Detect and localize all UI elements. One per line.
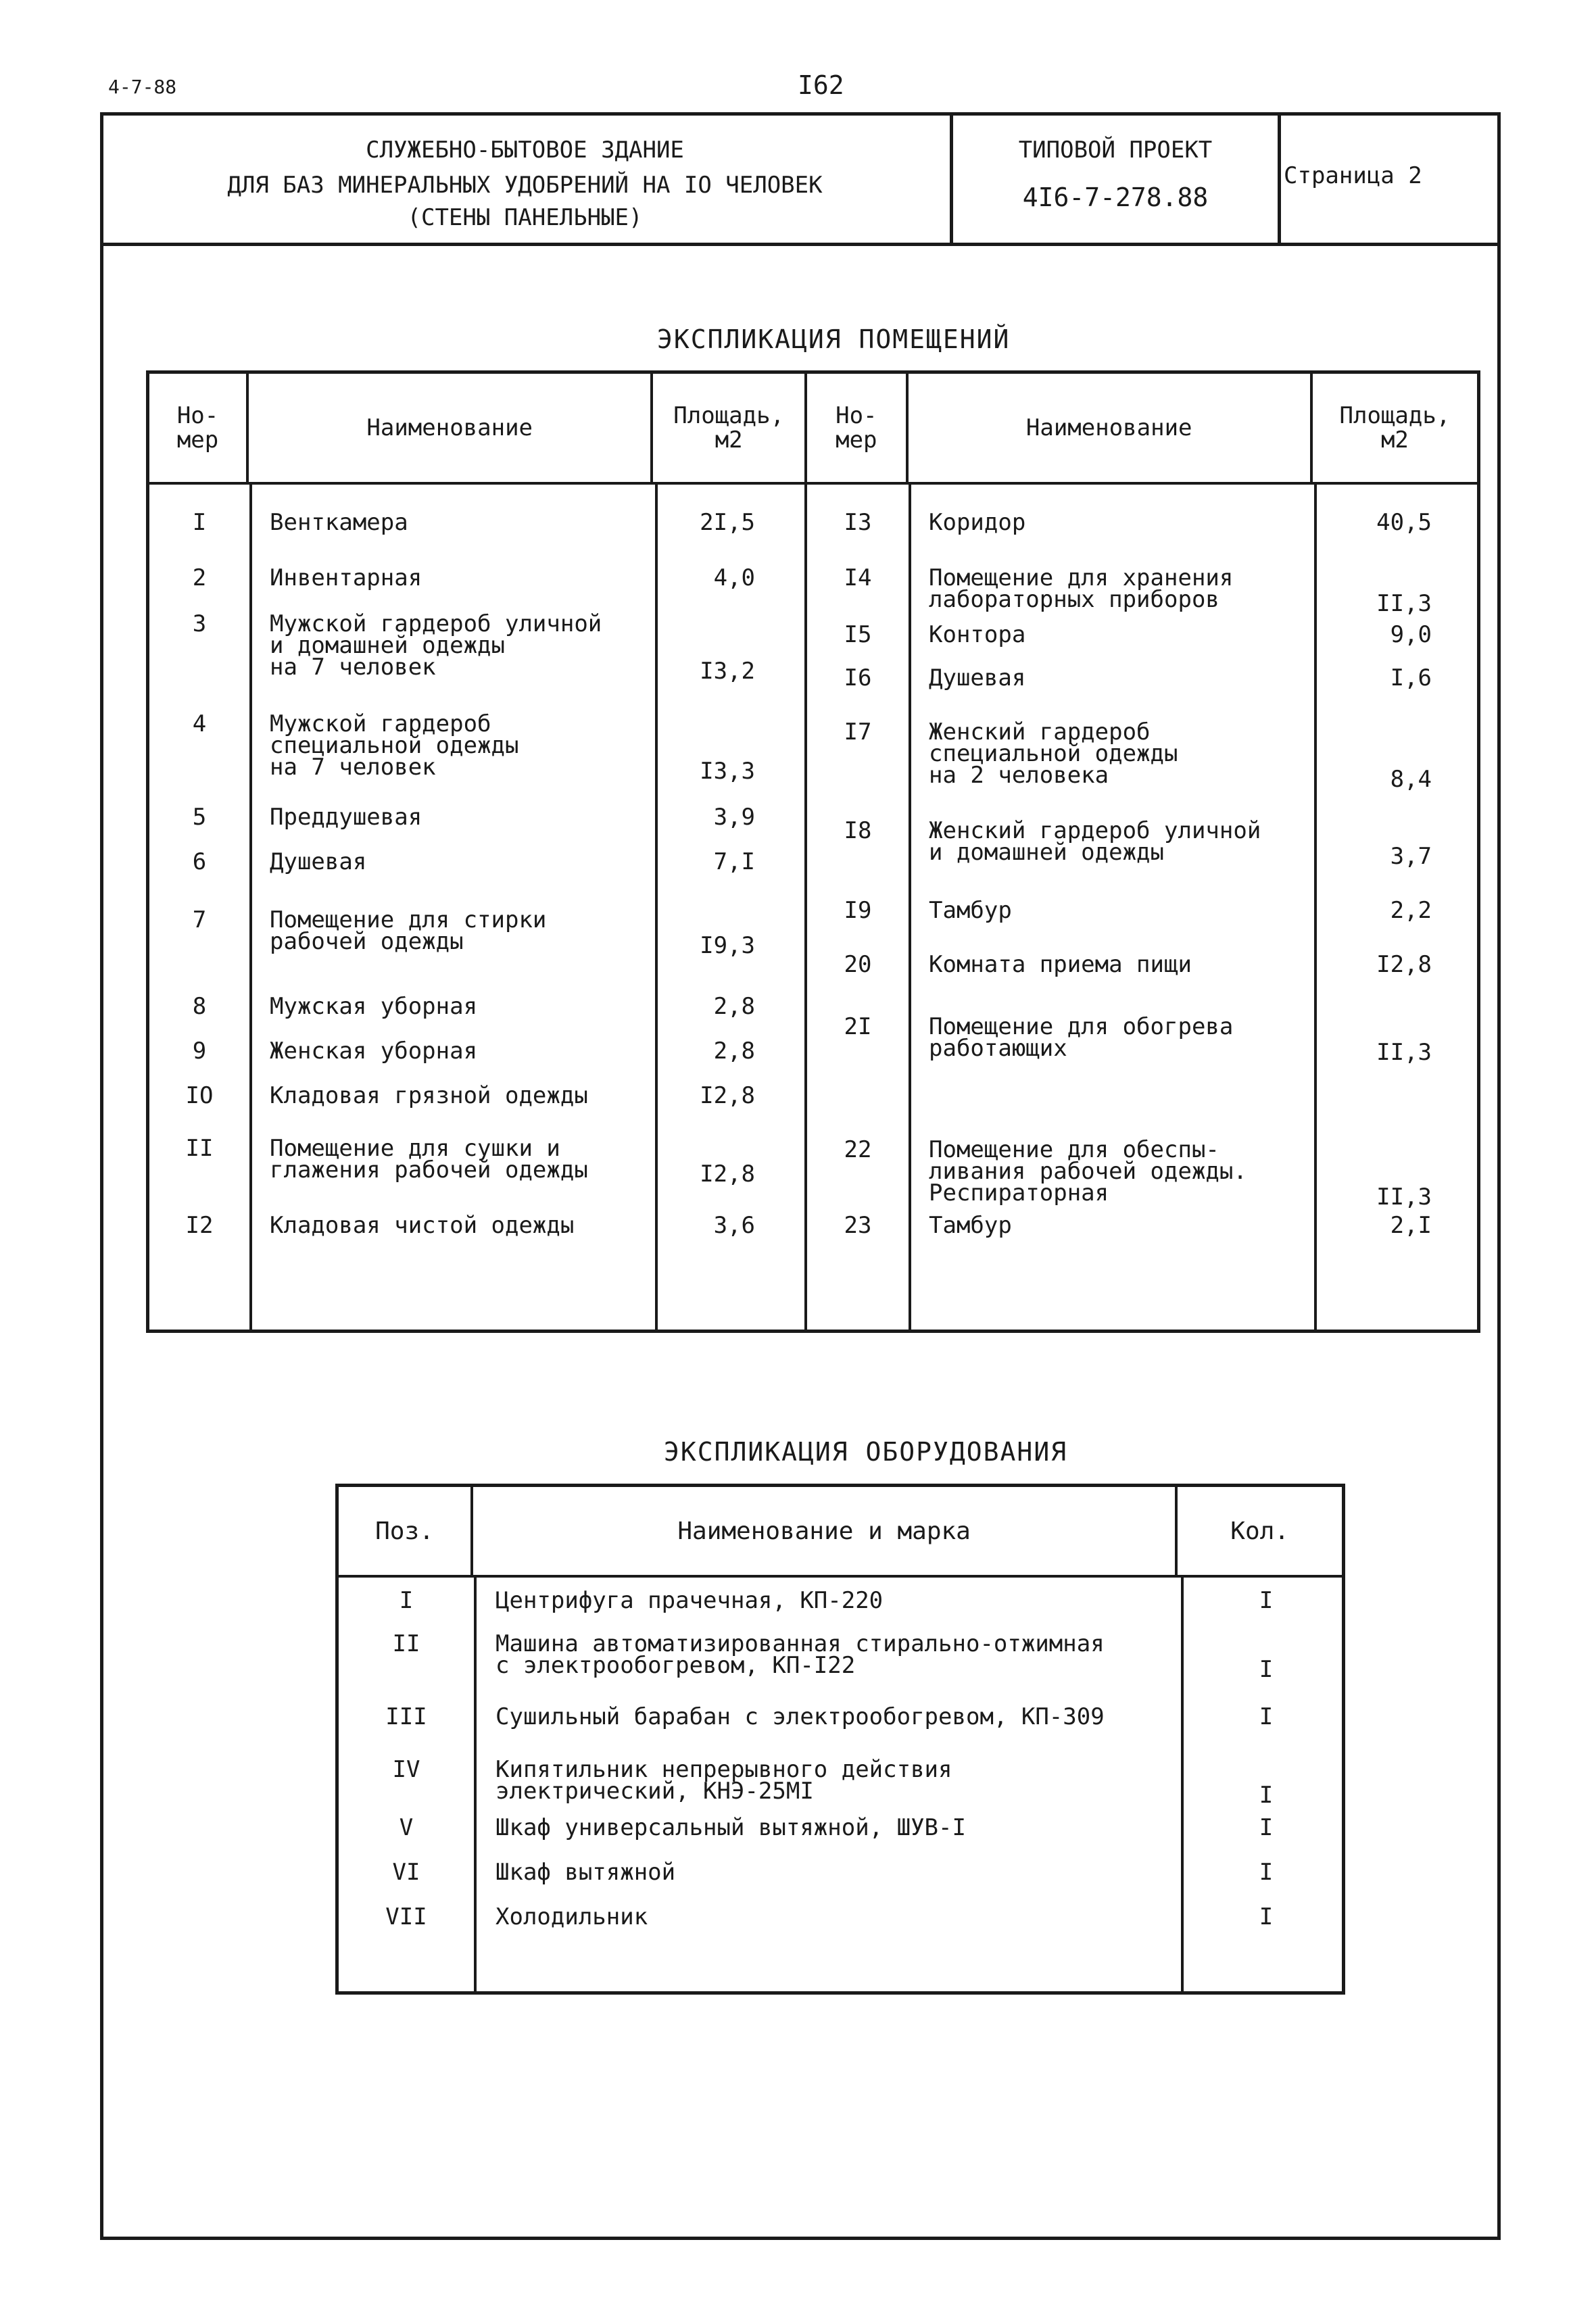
equipment-quantity: I bbox=[1259, 1656, 1274, 1683]
doc-code: 4-7-88 bbox=[108, 76, 177, 98]
room-name-line: Женский гардероб bbox=[929, 718, 1151, 746]
room-name-line: глажения рабочей одежды bbox=[270, 1156, 588, 1184]
room-name-line: Инвентарная bbox=[270, 564, 422, 591]
rooms-body-row bbox=[148, 483, 1479, 1332]
room-name-line: Контора bbox=[929, 621, 1026, 648]
room-name-line: рабочей одежды bbox=[270, 928, 464, 955]
room-area: 4,0 bbox=[713, 564, 755, 591]
room-number: I9 bbox=[844, 897, 872, 924]
column-divider bbox=[474, 1578, 477, 1991]
title-block bbox=[100, 112, 1501, 246]
header-name-left: Наименование bbox=[247, 372, 652, 484]
room-name-line: Помещение для обогрева bbox=[929, 1013, 1234, 1040]
title-line-1: СЛУЖЕБНО-БЫТОВОЕ ЗДАНИЕ bbox=[366, 137, 684, 164]
room-number: 7 bbox=[192, 906, 207, 933]
room-name-line: специальной одежды bbox=[929, 740, 1178, 767]
equipment-name-line: с электрообогревом, КП-I22 bbox=[495, 1652, 856, 1679]
equipment-title: ЭКСПЛИКАЦИЯ ОБОРУДОВАНИЯ bbox=[664, 1437, 1068, 1467]
room-number: I3 bbox=[844, 509, 872, 536]
equipment-position: VI bbox=[392, 1859, 420, 1886]
room-name-line: Тамбур bbox=[929, 897, 1012, 924]
room-area: 3,6 bbox=[713, 1212, 755, 1239]
room-name-line: Преддушевая bbox=[270, 804, 422, 831]
rooms-title: ЭКСПЛИКАЦИЯ ПОМЕЩЕНИЙ bbox=[657, 324, 1011, 354]
room-area: 2,2 bbox=[1390, 897, 1432, 924]
equipment-position: VII bbox=[385, 1903, 427, 1930]
page-number: I62 bbox=[798, 70, 844, 100]
room-name-line: Мужской гардероб уличной bbox=[270, 610, 602, 637]
title-block-project bbox=[953, 112, 1281, 243]
title-block-name bbox=[100, 112, 953, 243]
room-area: 8,4 bbox=[1390, 766, 1432, 793]
equipment-quantity: I bbox=[1259, 1859, 1274, 1886]
room-name-line: работающих bbox=[929, 1035, 1067, 1062]
equipment-quantity: I bbox=[1259, 1703, 1274, 1730]
equipment-table bbox=[335, 1484, 1345, 1995]
room-name-line: Душевая bbox=[929, 664, 1026, 691]
room-number: 6 bbox=[192, 848, 207, 875]
room-number: I8 bbox=[844, 817, 872, 844]
room-area: I9,3 bbox=[700, 932, 755, 959]
room-number: I7 bbox=[844, 718, 872, 746]
room-number: I bbox=[192, 509, 207, 536]
room-area: I2,8 bbox=[700, 1082, 755, 1109]
room-name-line: Кладовая грязной одежды bbox=[270, 1082, 588, 1109]
room-name-line: Женская уборная bbox=[270, 1038, 478, 1065]
title-block-sheet bbox=[1281, 112, 1497, 243]
room-number: 22 bbox=[844, 1136, 872, 1163]
equipment-name-line: Холодильник bbox=[495, 1903, 648, 1930]
project-number: 4I6-7-278.88 bbox=[1022, 182, 1209, 212]
project-label: ТИПОВОЙ ПРОЕКТ bbox=[1018, 137, 1213, 164]
room-number: I4 bbox=[844, 564, 872, 591]
header-pos: Поз. bbox=[337, 1486, 472, 1577]
equipment-quantity: I bbox=[1259, 1587, 1274, 1614]
equipment-position: IV bbox=[392, 1756, 420, 1783]
header-area-right: Площадь, м2 bbox=[1311, 372, 1479, 484]
room-name-line: Помещение для обеспы- bbox=[929, 1136, 1219, 1163]
header-area-left: Площадь, м2 bbox=[652, 372, 806, 484]
equipment-position: III bbox=[385, 1703, 427, 1730]
column-divider bbox=[249, 485, 252, 1330]
equipment-position: I bbox=[399, 1587, 414, 1614]
room-area: 40,5 bbox=[1376, 509, 1432, 536]
room-name-line: Тамбур bbox=[929, 1212, 1012, 1239]
room-name-line: Коридор bbox=[929, 509, 1026, 536]
equipment-name-line: Центрифуга прачечная, КП-220 bbox=[495, 1587, 884, 1614]
room-area: 9,0 bbox=[1390, 621, 1432, 648]
room-area: 2,8 bbox=[713, 993, 755, 1020]
room-name-line: Помещение для хранения bbox=[929, 564, 1234, 591]
header-name-right: Наименование bbox=[907, 372, 1311, 484]
rooms-header-row bbox=[148, 372, 1479, 484]
room-name-line: специальной одежды bbox=[270, 732, 519, 759]
room-name-line: на 2 человека bbox=[929, 762, 1109, 789]
room-name-line: Респираторная bbox=[929, 1179, 1109, 1207]
room-name-line: и домашней одежды bbox=[270, 632, 505, 659]
room-number: II bbox=[185, 1135, 214, 1162]
title-line-3: (СТЕНЫ ПАНЕЛЬНЫЕ) bbox=[407, 204, 643, 231]
room-name-line: Помещение для стирки bbox=[270, 906, 547, 933]
room-area: II,3 bbox=[1376, 1039, 1432, 1066]
rooms-right-block bbox=[806, 483, 1478, 1332]
room-name-line: Кладовая чистой одежды bbox=[270, 1212, 575, 1239]
rooms-table bbox=[146, 370, 1480, 1333]
room-area: I,6 bbox=[1390, 664, 1432, 691]
room-number: 2 bbox=[192, 564, 207, 591]
room-name-line: лабораторных приборов bbox=[929, 586, 1219, 613]
equipment-position: V bbox=[399, 1814, 414, 1841]
equipment-body bbox=[337, 1576, 1344, 1993]
room-name-line: на 7 человек bbox=[270, 654, 436, 681]
room-name-line: ливания рабочей одежды. bbox=[929, 1158, 1247, 1185]
rooms-left-block bbox=[148, 483, 806, 1332]
room-area: 2,8 bbox=[713, 1038, 755, 1065]
equipment-quantity: I bbox=[1259, 1782, 1274, 1809]
room-area: 2I,5 bbox=[700, 509, 755, 536]
equipment-body-row bbox=[337, 1576, 1344, 1993]
equipment-quantity: I bbox=[1259, 1814, 1274, 1841]
room-area: I2,8 bbox=[700, 1161, 755, 1188]
equipment-name-line: Сушильный барабан с электрообогревом, КП-309 bbox=[495, 1703, 1105, 1730]
room-number: 3 bbox=[192, 610, 207, 637]
room-name-line: Мужская уборная bbox=[270, 993, 478, 1020]
header-qty: Кол. bbox=[1176, 1486, 1343, 1577]
equipment-name-line: Шкаф вытяжной bbox=[495, 1859, 676, 1886]
equipment-name-line: электрический, КНЭ-25МI bbox=[495, 1778, 814, 1805]
room-area: I3,3 bbox=[700, 758, 755, 785]
column-divider bbox=[909, 485, 911, 1330]
room-area: 2,I bbox=[1390, 1212, 1432, 1239]
equipment-name-line: Кипятильник непрерывного действия bbox=[495, 1756, 952, 1783]
equipment-position: II bbox=[392, 1630, 420, 1657]
room-area: 3,7 bbox=[1390, 843, 1432, 870]
title-line-2: ДЛЯ БАЗ МИНЕРАЛЬНЫХ УДОБРЕНИЙ НА IO ЧЕЛОВЕК bbox=[227, 172, 823, 199]
room-name-line: Женский гардероб уличной bbox=[929, 817, 1261, 844]
room-number: 23 bbox=[844, 1212, 872, 1239]
room-number: 20 bbox=[844, 951, 872, 978]
room-name-line: Комната приема пищи bbox=[929, 951, 1192, 978]
equipment-header-row bbox=[337, 1486, 1344, 1577]
room-number: 4 bbox=[192, 710, 207, 737]
room-area: 3,9 bbox=[713, 804, 755, 831]
header-number-left: Но- мер bbox=[148, 372, 248, 484]
equipment-name-line: Машина автоматизированная стирально-отжимная bbox=[495, 1630, 1105, 1657]
room-number: 8 bbox=[192, 993, 207, 1020]
room-name-line: Венткамера bbox=[270, 509, 408, 536]
room-area: II,3 bbox=[1376, 590, 1432, 617]
room-number: 5 bbox=[192, 804, 207, 831]
room-area: I2,8 bbox=[1376, 951, 1432, 978]
equipment-name-line: Шкаф универсальный вытяжной, ШУВ-I bbox=[495, 1814, 966, 1841]
room-number: I5 bbox=[844, 621, 872, 648]
room-area: 7,I bbox=[713, 848, 755, 875]
room-number: IO bbox=[185, 1082, 214, 1109]
column-divider bbox=[655, 485, 658, 1330]
room-name-line: и домашней одежды bbox=[929, 839, 1165, 866]
room-name-line: Помещение для сушки и bbox=[270, 1135, 560, 1162]
room-area: I3,2 bbox=[700, 658, 755, 685]
sheet-label: Страница 2 bbox=[1284, 162, 1422, 189]
room-number: 2I bbox=[844, 1013, 872, 1040]
room-number: 9 bbox=[192, 1038, 207, 1065]
header-number-right: Но- мер bbox=[806, 372, 907, 484]
room-area: II,3 bbox=[1376, 1184, 1432, 1211]
room-name-line: на 7 человек bbox=[270, 754, 436, 781]
room-number: I2 bbox=[185, 1212, 214, 1239]
room-name-line: Душевая bbox=[270, 848, 367, 875]
room-name-line: Мужской гардероб bbox=[270, 710, 491, 737]
header-equipment-name: Наименование и марка bbox=[472, 1486, 1176, 1577]
equipment-quantity: I bbox=[1259, 1903, 1274, 1930]
room-number: I6 bbox=[844, 664, 872, 691]
